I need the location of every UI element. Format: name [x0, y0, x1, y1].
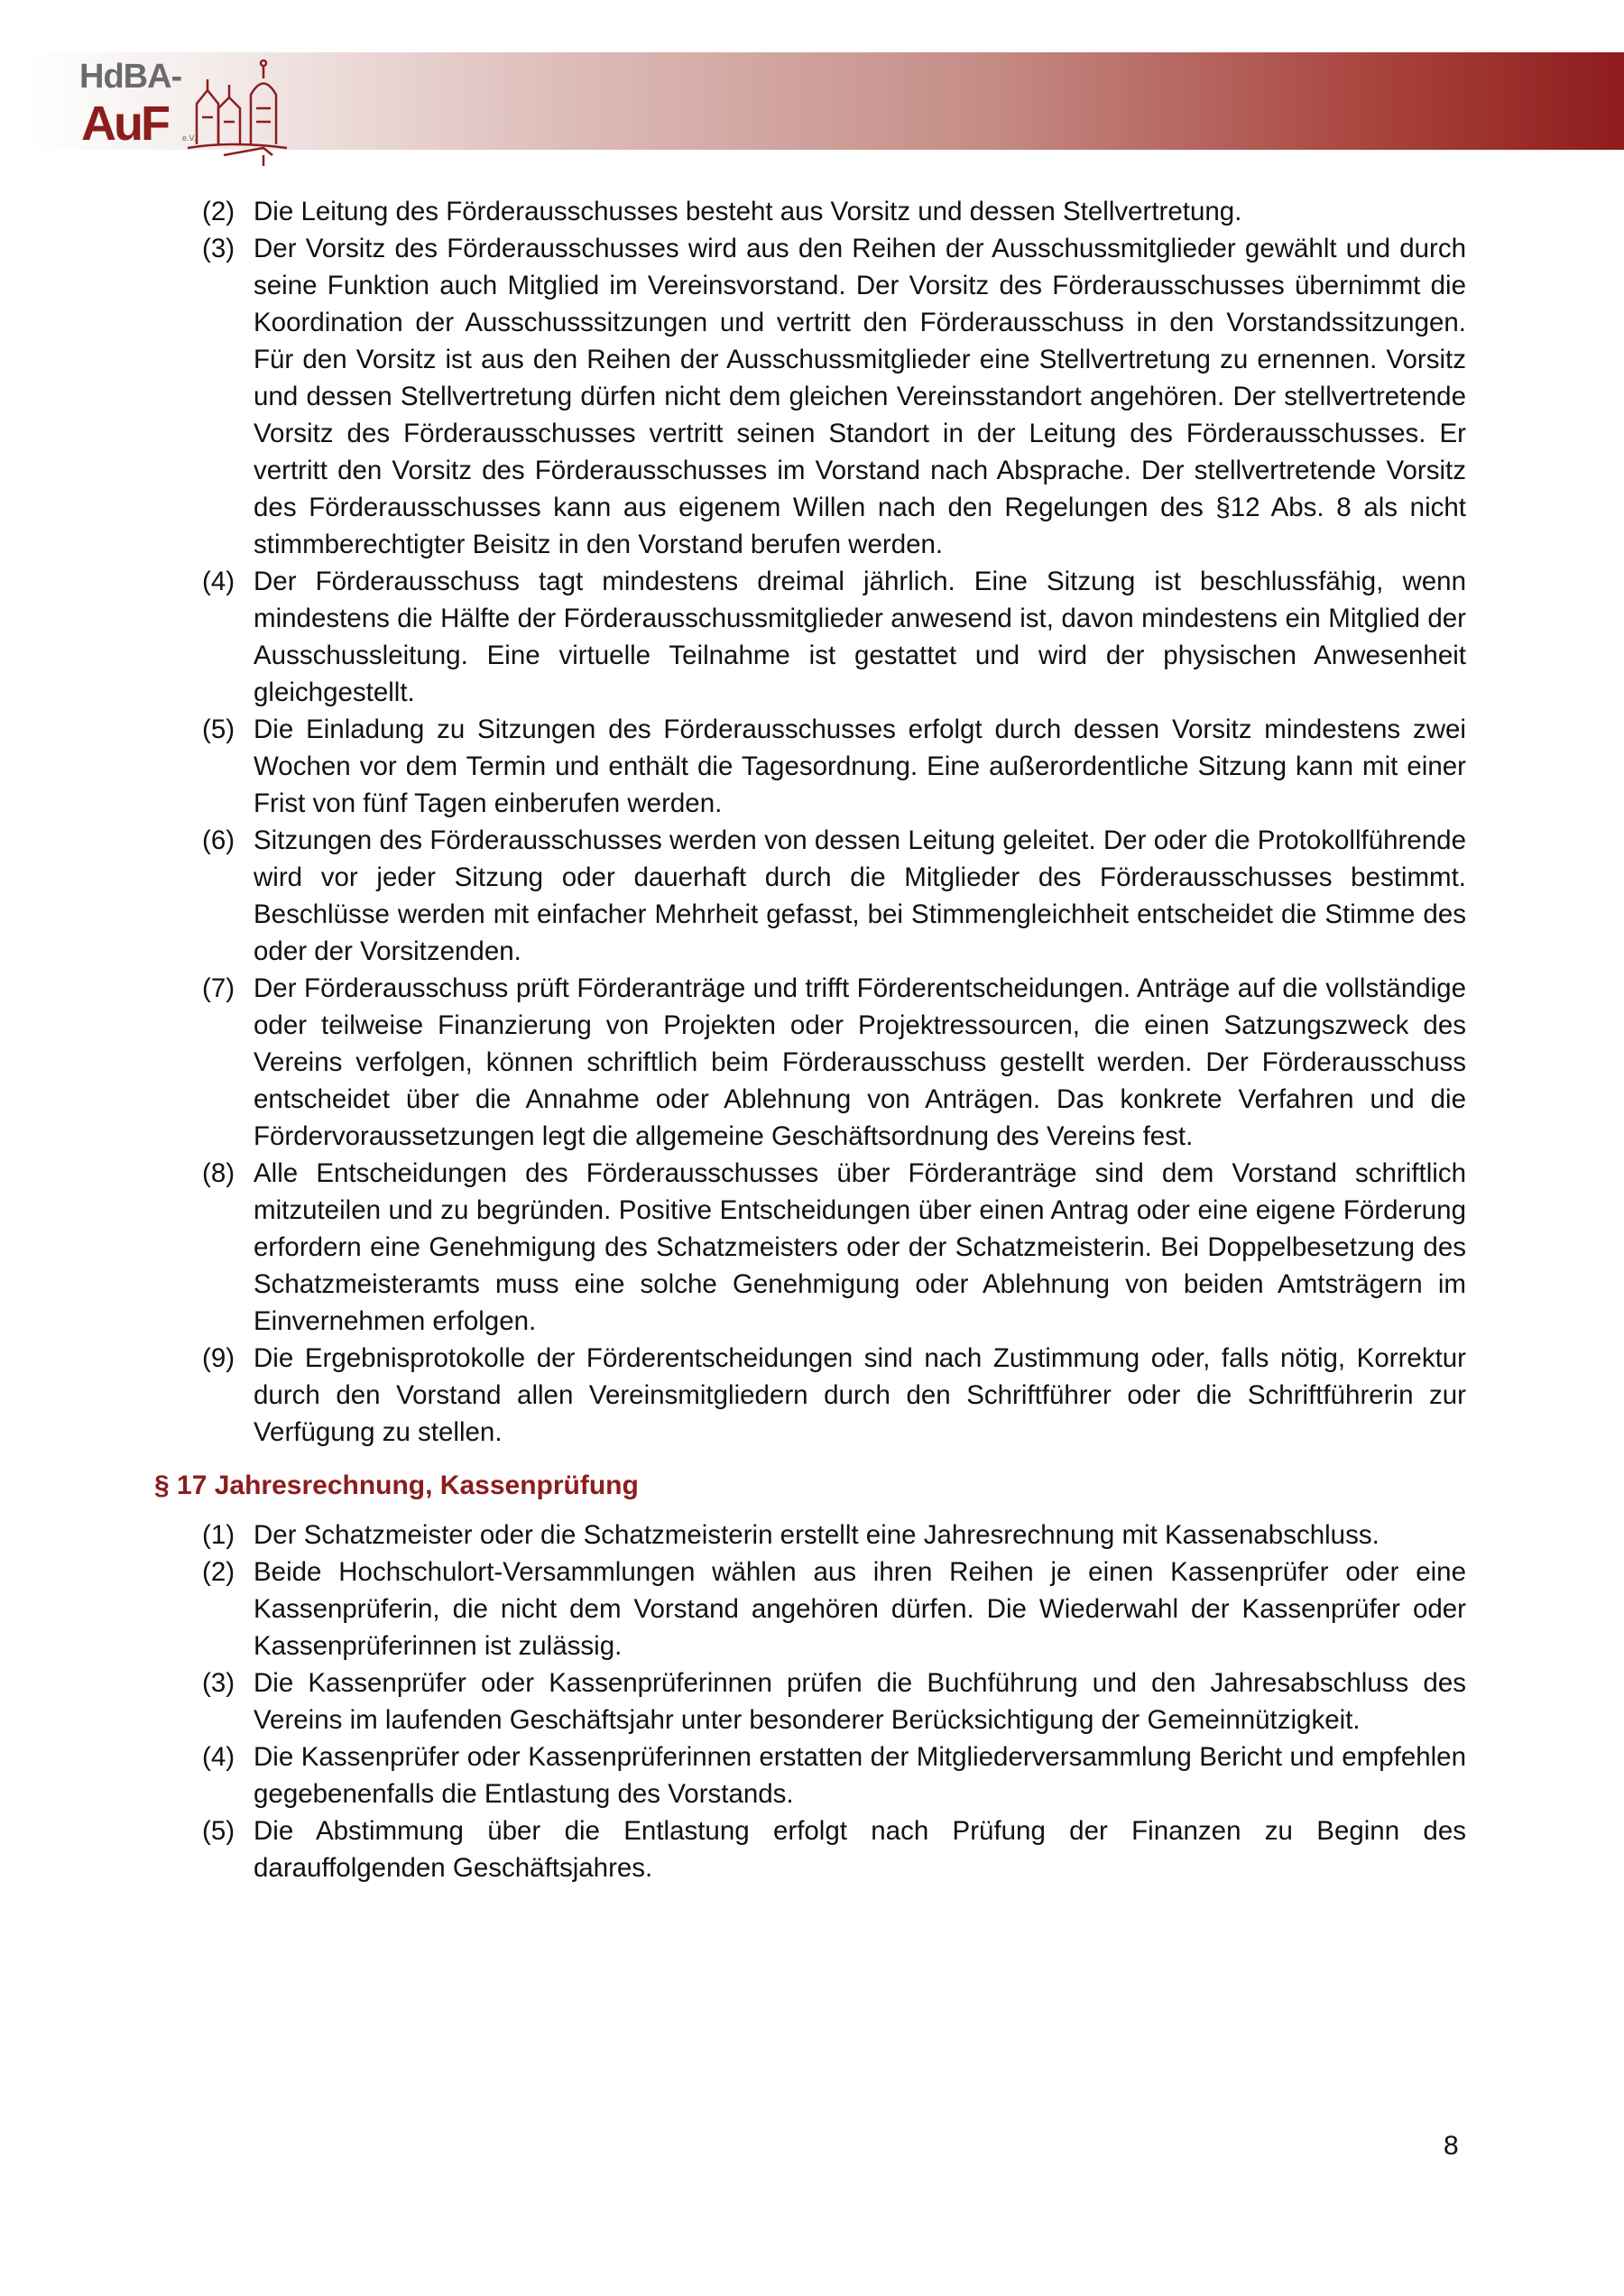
section-17-list [154, 1517, 1466, 1886]
list-item [154, 711, 1466, 822]
item-number: (3) [202, 234, 235, 263]
item-text: Beide Hochschulort-Versammlungen wählen aus ihren Reihen je einen Kassenprüfer oder eine Kassenprüferin, die nicht dem Vorstand angehören dürfen. Die Wiederwahl der Kassenprüfer oder Kassenprüferinnen ist zulässig. [254, 1557, 1466, 1661]
list-item [154, 1155, 1466, 1340]
item-number: (2) [202, 1557, 235, 1587]
list-item [154, 1664, 1466, 1738]
item-number: (9) [202, 1343, 235, 1373]
item-text: Die Leitung des Förderausschusses besteht aus Vorsitz und dessen Stellvertretung. [254, 197, 1242, 226]
item-number: (2) [202, 197, 235, 226]
list-item [154, 970, 1466, 1155]
item-number: (3) [202, 1668, 235, 1698]
item-number: (5) [202, 715, 235, 744]
document-body [154, 193, 1466, 1886]
item-text: Sitzungen des Förderausschusses werden von dessen Leitung geleitet. Der oder die Protokollführende wird vor jeder Sitzung oder dauerhaft durch die Mitglieder des Förderausschusses bestimmt. Beschlüsse werden mit einfacher Mehrheit gefasst, bei Stimmengleichheit entscheidet die Stimme des oder der Vorsitzenden. [254, 825, 1466, 966]
list-item [154, 1812, 1466, 1886]
item-text: Die Ergebnisprotokolle der Förderentscheidungen sind nach Zustimmung oder, falls nötig, Korrektur durch den Vorstand allen Vereinsmitgliedern durch den Schriftführer oder die Schriftführerin zur Verfügung zu stellen. [254, 1343, 1466, 1447]
list-item [154, 193, 1466, 230]
item-text: Der Förderausschuss prüft Förderanträge und trifft Förderentscheidungen. Anträge auf die vollständige oder teilweise Finanzierung von Projekten oder Projektressourcen, die einen Satzungszweck des Vereins verfolgen, können schriftlich beim Förderausschuss gestellt werden. Der Förderausschuss entscheidet über die Annahme oder Ablehnung von Anträgen. Das konkrete Verfahren und die Fördervoraussetzungen legt die allgemeine Geschäftsordnung des Vereins fest. [254, 973, 1466, 1151]
list-item [154, 1340, 1466, 1451]
list-item [154, 230, 1466, 563]
item-text: Die Kassenprüfer oder Kassenprüferinnen erstatten der Mitgliederversammlung Bericht und empfehlen gegebenenfalls die Entlastung des Vorstands. [254, 1742, 1466, 1809]
logo-suffix: e.V. [182, 134, 197, 143]
item-number: (5) [202, 1816, 235, 1846]
item-text: Die Abstimmung über die Entlastung erfolgt nach Prüfung der Finanzen zu Beginn des darauffolgenden Geschäftsjahres. [254, 1816, 1466, 1883]
item-number: (7) [202, 973, 235, 1003]
item-text: Der Schatzmeister oder die Schatzmeisterin erstellt eine Jahresrechnung mit Kassenabschluss. [254, 1520, 1379, 1550]
item-number: (4) [202, 1742, 235, 1772]
item-number: (1) [202, 1520, 235, 1550]
item-text: Der Vorsitz des Förderausschusses wird aus den Reihen der Ausschussmitglieder gewählt und durch seine Funktion auch Mitglied im Vereinsvorstand. Der Vorsitz des Förderausschusses übernimmt die Koordination der Ausschusssitzungen und vertritt den Förderausschuss in den Vorstandssitzungen. Für den Vorsitz ist aus den Reihen der Ausschussmitglieder eine Stellvertretung zu ernennen. Vorsitz und dessen Stellvertretung dürfen nicht dem gleichen Vereinsstandort angehören. Der stellvertretende Vorsitz des Förderausschusses vertritt seinen Standort in der Leitung des Förderausschusses. Er vertritt den Vorsitz des Förderausschusses im Vorstand nach Absprache. Der stellvertretende Vorsitz des Förderausschusses kann aus eigenem Willen nach den Regelungen des §12 Abs. 8 als nicht stimmberechtigter Beisitz in den Vorstand berufen werden. [254, 234, 1466, 559]
list-item [154, 1738, 1466, 1812]
item-number: (8) [202, 1158, 235, 1188]
logo-line-1: HdBA- [79, 58, 182, 96]
item-text: Alle Entscheidungen des Förderausschusses über Förderanträge sind dem Vorstand schriftlich mitzuteilen und zu begründen. Positive Entscheidungen über einen Antrag oder eine eigene Förderung erfordern eine Genehmigung des Schatzmeisters oder der Schatzmeisterin. Bei Doppelbesetzung des Schatzmeisteramts muss eine solche Genehmigung oder Ablehnung von beiden Amtsträgern im Einvernehmen erfolgen. [254, 1158, 1466, 1336]
item-text: Der Förderausschuss tagt mindestens dreimal jährlich. Eine Sitzung ist beschlussfähig, wenn mindestens die Hälfte der Förderausschussmitglieder anwesend ist, davon mindestens ein Mitglied der Ausschussleitung. Eine virtuelle Teilnahme ist gestattet und wird der physischen Anwesenheit gleichgestellt. [254, 567, 1466, 707]
list-item [154, 1554, 1466, 1664]
list-item [154, 822, 1466, 970]
section-heading: § 17 Jahresrechnung, Kassenprüfung [154, 1471, 639, 1500]
item-text: Die Kassenprüfer oder Kassenprüferinnen prüfen die Buchführung und den Jahresabschluss des Vereins im laufenden Geschäftsjahr unter besonderer Berücksichtigung der Gemeinnützigkeit. [254, 1668, 1466, 1735]
castle-icon [179, 54, 296, 171]
logo [79, 54, 296, 171]
item-number: (4) [202, 567, 235, 596]
logo-line-2: AuF [81, 97, 168, 151]
list-item [154, 563, 1466, 711]
list-item [154, 1517, 1466, 1554]
item-text: Die Einladung zu Sitzungen des Förderausschusses erfolgt durch dessen Vorsitz mindestens zwei Wochen vor dem Termin und enthält die Tagesordnung. Eine außerordentliche Sitzung kann mit einer Frist von fünf Tagen einberufen werden. [254, 715, 1466, 818]
item-number: (6) [202, 825, 235, 855]
section-16-list [154, 193, 1466, 1451]
page-number: 8 [1444, 2131, 1459, 2161]
